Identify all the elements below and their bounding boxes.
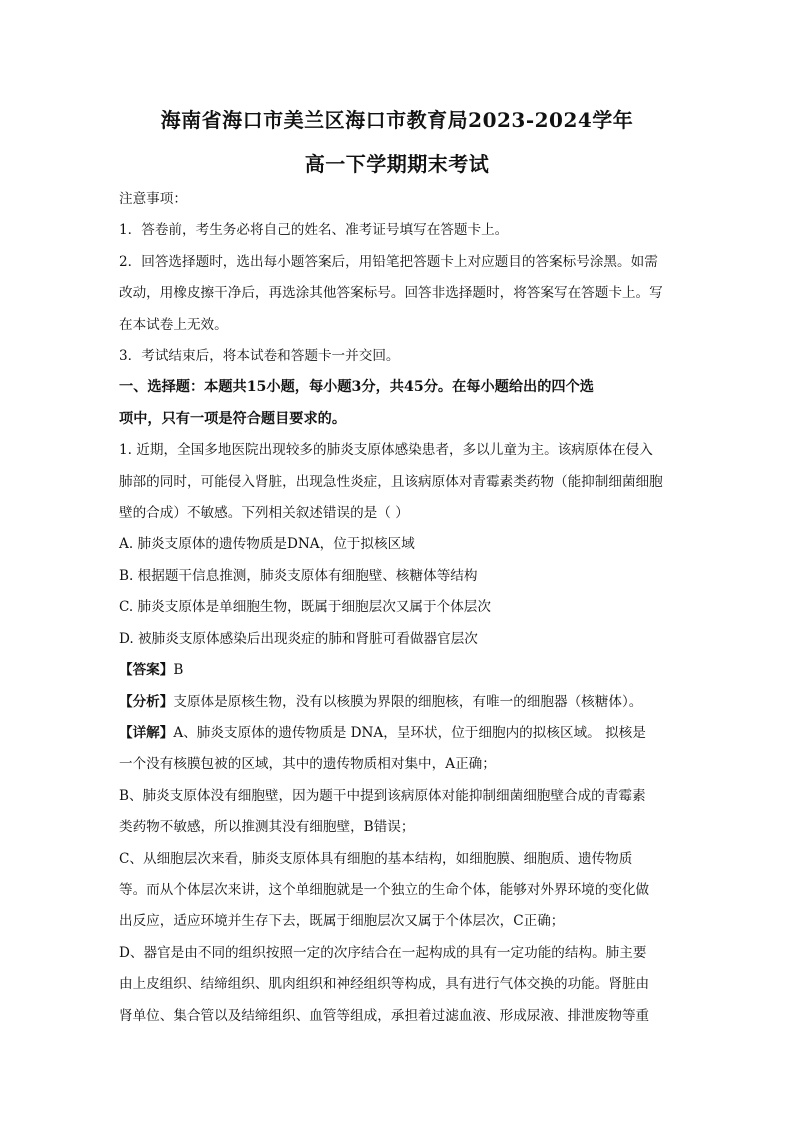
detail-tag: 【详解】 [119,724,174,741]
answer-value: B [173,662,184,679]
answer-tag: 【答案】 [119,662,174,679]
detail-c-line-3: 出反应，适应环境并生存下去，既属于细胞层次又属于个体层次，C正确； [119,913,565,930]
option-a: A. 肺炎支原体的遗传物质是DNA，位于拟核区域 [119,536,415,553]
notice-item-2-line-3: 在本试卷上无效。 [119,316,228,333]
analysis-text: 支原体是原核生物，没有以核膜为界限的细胞核，有唯一的细胞器（核糖体）。 [173,693,643,710]
section-heading-line-1: 一、选择题：本题共15小题，每小题3分，共45分。在每小题给出的四个选 [119,379,594,396]
detail-b-line-1: B、肺炎支原体没有细胞壁，因为题干中提到该病原体对能抑制细菌细胞壁合成的青霉素 [119,787,646,804]
detail-d-line-3: 肾单位、集合管以及结缔组织、血管等组成，承担着过滤血液、形成尿液、排泄废物等重 [119,1007,650,1024]
section-heading-line-2: 项中，只有一项是符合题目要求的。 [119,410,347,427]
detail-a-line-1 [119,718,679,749]
question-stem-line-3: 壁的合成）不敏感。下列相关叙述错误的是（ ） [119,505,409,522]
answer-line [119,655,679,686]
detail-d-line-2: 由上皮组织、结缔组织、肌肉组织和神经组织等构成，具有进行气体交换的功能。肾脏由 [119,976,650,993]
option-b: B. 根据题干信息推测，肺炎支原体有细胞壁、核糖体等结构 [119,567,478,584]
question-stem-line-2: 肺部的同时，可能侵入肾脏，出现急性炎症，且该病原体对青霉素类药物（能抑制细菌细胞 [119,473,663,490]
notice-item-3: 3．考试结束后，将本试卷和答题卡一并交回。 [119,348,400,365]
notice-item-2-line-2: 改动，用橡皮擦干净后，再选涂其他答案标号。回答非选择题时，将答案写在答题卡上。写 [119,285,663,302]
detail-d-line-1: D、器官是由不同的组织按照一定的次序结合在一起构成的具有一定功能的结构。肺主要 [119,944,647,961]
detail-c-line-2: 等。而从个体层次来讲，这个单细胞就是一个独立的生命个体，能够对外界环境的变化做 [119,881,650,898]
question-stem-line-1: 1. 近期，全国多地医院出现较多的肺炎支原体感染患者，多以儿童为主。该病原体在侵入 [119,442,653,459]
detail-c-line-1: C、从细胞层次来看，肺炎支原体具有细胞的基本结构，如细胞膜、细胞质、遗传物质 [119,850,633,867]
detail-a-line-2: 一个没有核膜包被的区域，其中的遗传物质相对集中，A正确； [119,756,496,773]
option-d: D. 被肺炎支原体感染后出现炎症的肺和肾脏可看做器官层次 [119,630,478,647]
analysis-tag: 【分析】 [119,693,174,710]
detail-b-line-2: 类药物不敏感，所以推测其没有细胞壁，B错误； [119,819,415,836]
notice-heading: 注意事项： [119,191,187,207]
document-subtitle: 高一下学期期末考试 [304,152,490,176]
document-body [119,184,679,1032]
analysis-line [119,687,679,718]
notice-item-2-line-1: 2．回答选择题时，选出每小题答案后，用铅笔把答题卡上对应题目的答案标号涂黑。如需 [119,253,658,270]
document-title: 海南省海口市美兰区海口市教育局2023-2024学年 [160,108,634,132]
notice-item-1: 1．答卷前，考生务必将自己的姓名、准考证号填写在答题卡上。 [119,222,509,239]
option-c: C. 肺炎支原体是单细胞生物，既属于细胞层次又属于个体层次 [119,599,491,616]
detail-a-text-1: A、肺炎支原体的遗传物质是 DNA，呈环状，位于细胞内的拟核区域。 拟核是 [173,724,646,741]
